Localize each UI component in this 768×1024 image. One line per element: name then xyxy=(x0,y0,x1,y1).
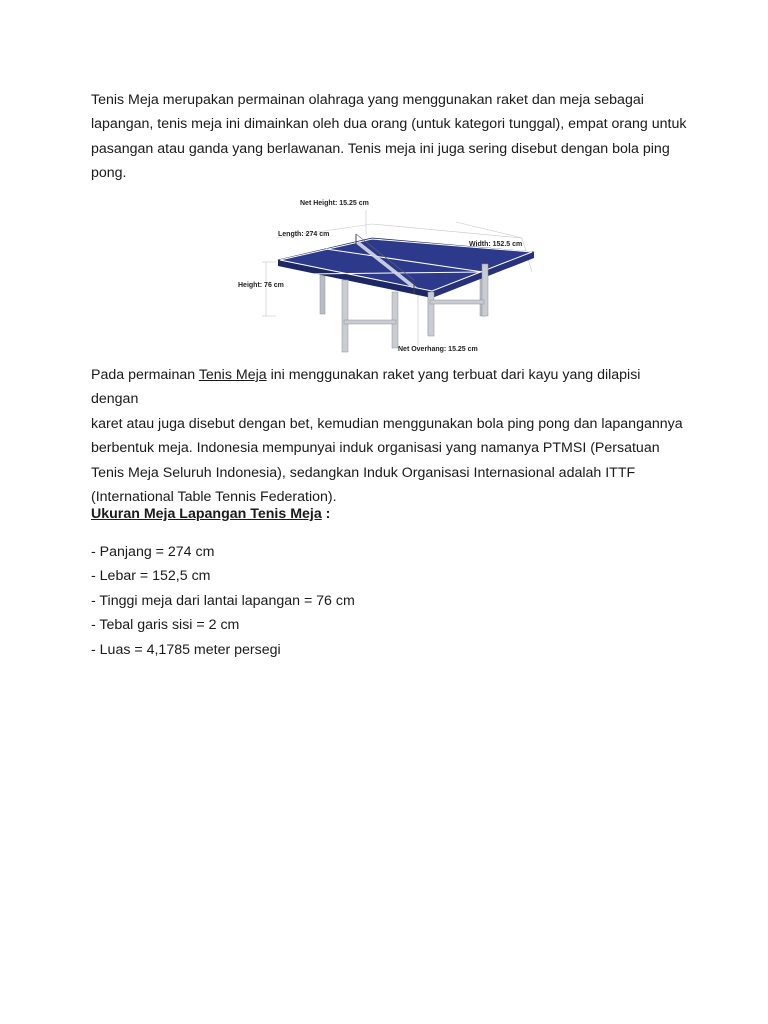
size-list xyxy=(91,540,355,662)
body-line: berbentuk meja. Indonesia mempunyai induk organisasi yang namanya PTMSI (Persatuan xyxy=(91,440,660,457)
body-line: Tenis Meja Seluruh Indonesia), sedangkan Induk Organisasi Internasional adalah ITTF xyxy=(91,464,636,481)
intro-line: Tenis Meja merupakan permainan olahraga yang menggunakan raket dan meja sebagai xyxy=(91,92,644,108)
width-label: Width: 152.5 cm xyxy=(469,241,523,248)
body-line-suffix: ini menggunakan raket yang terbuat dari kayu yang dilapisi dengan xyxy=(91,367,641,408)
intro-paragraph xyxy=(91,88,691,186)
body-paragraph xyxy=(91,363,691,509)
table-tennis-diagram xyxy=(232,194,542,358)
body-line: (International Table Tennis Federation). xyxy=(91,489,337,506)
net-height-label: Net Height: 15.25 cm xyxy=(300,200,369,207)
intro-line: pasangan atau ganda yang berlawanan. Tenis meja ini juga sering disebut dengan bola ping xyxy=(91,140,670,157)
body-line-prefix: Pada permainan xyxy=(91,367,199,383)
intro-line: lapangan, tenis meja ini dimainkan oleh dua orang (untuk kategori tunggal), empat orang untuk xyxy=(91,116,687,133)
height-label: Height: 76 cm xyxy=(238,282,284,289)
section-heading xyxy=(91,502,330,526)
section-heading-title: Ukuran Meja Lapangan Tenis Meja xyxy=(91,506,322,522)
size-list-item: - Lebar = 152,5 cm xyxy=(91,568,211,585)
length-label: Length: 274 cm xyxy=(278,231,330,238)
tenis-meja-link[interactable]: Tenis Meja xyxy=(198,367,267,383)
size-list-item: - Tebal garis sisi = 2 cm xyxy=(91,617,240,634)
size-list-item: - Luas = 4,1785 meter persegi xyxy=(91,641,281,658)
body-line: karet atau juga disebut dengan bet, kemudian menggunakan bola ping pong dan lapangannya xyxy=(91,415,683,432)
net-overhang-label: Net Overhang: 15.25 cm xyxy=(398,346,478,353)
intro-line: pong. xyxy=(91,165,127,182)
section-heading-suffix: : xyxy=(321,506,331,522)
size-list-item: - Tinggi meja dari lantai lapangan = 76 cm xyxy=(91,592,355,609)
size-list-item: - Panjang = 274 cm xyxy=(91,544,215,560)
